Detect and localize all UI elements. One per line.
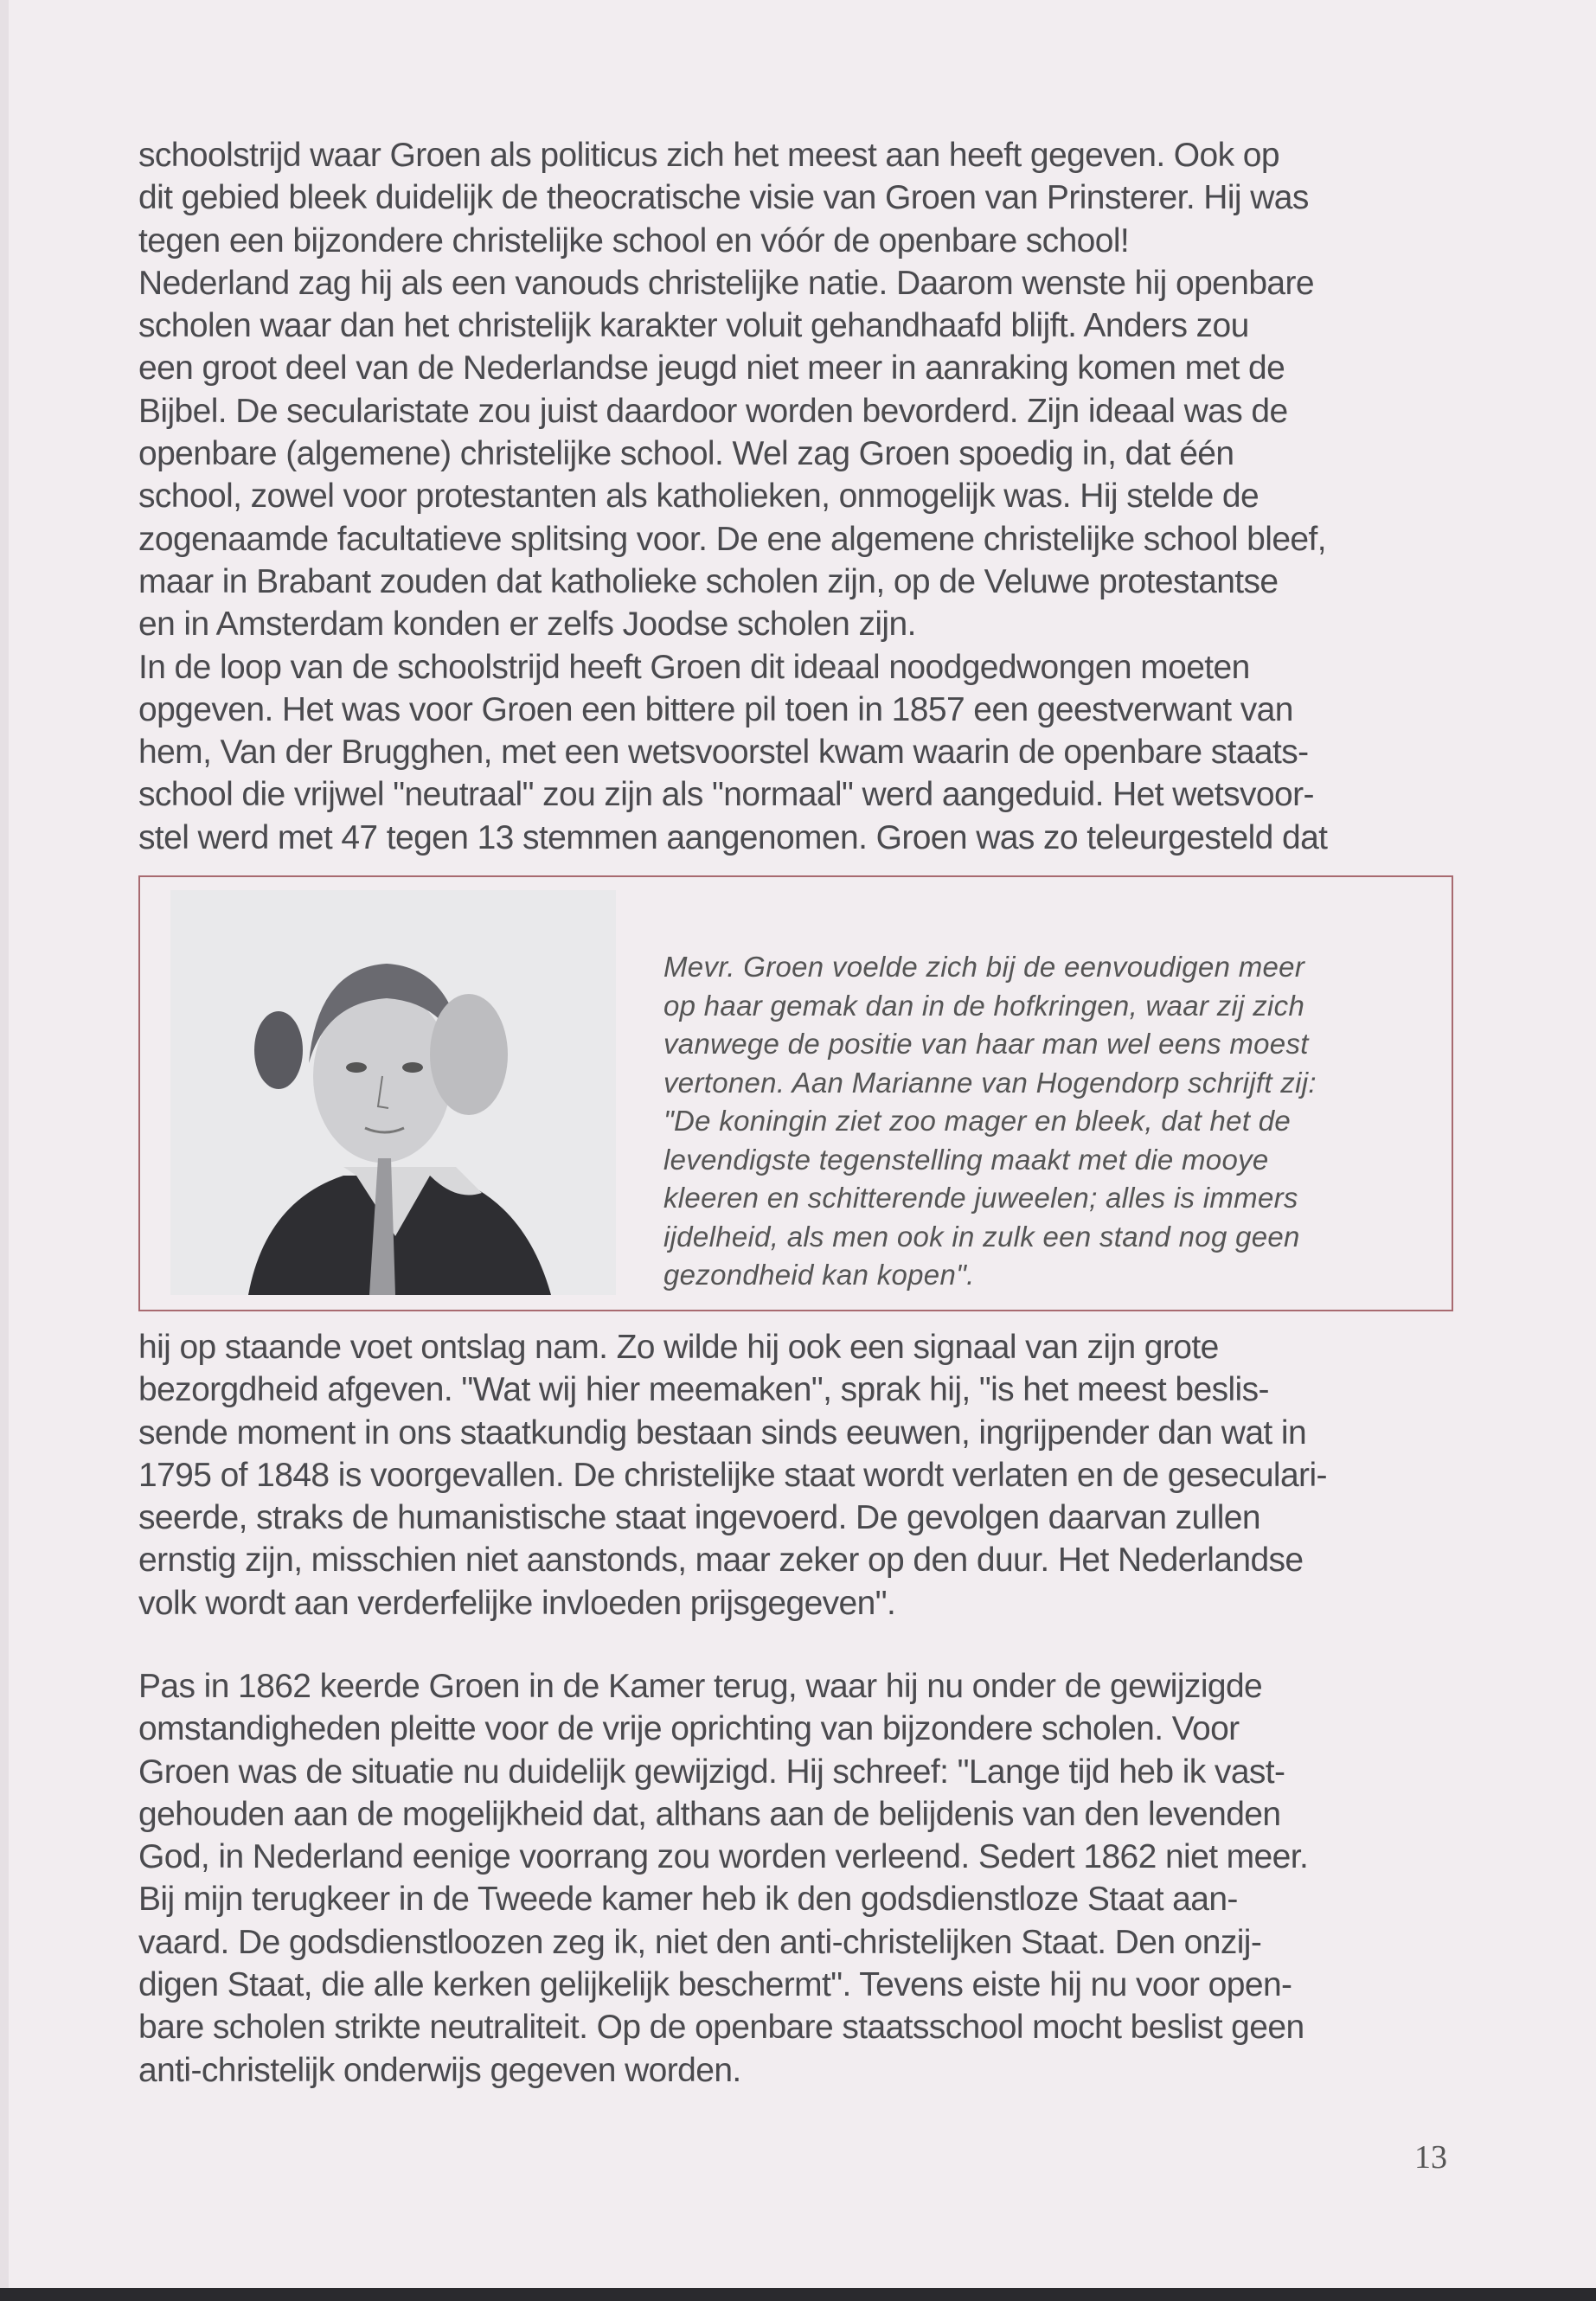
text-line: seerde, straks de humanistische staat ingevoerd. De gevolgen daarvan zullen — [138, 1499, 1260, 1537]
page-number: 13 — [1414, 2139, 1447, 2176]
illustration-box — [138, 875, 1453, 1311]
text-line: school, zowel voor protestanten als katholieken, onmogelijk was. Hij stelde de — [138, 478, 1259, 516]
text-line: opgeven. Het was voor Groen een bittere pil toen in 1857 een geestverwant van — [138, 690, 1293, 728]
text-line: dit gebied bleek duidelijk de theocratische visie van Groen van Prinsterer. Hij was — [138, 179, 1309, 217]
caption-line: "De koningin ziet zoo mager en bleek, dat het de — [663, 1105, 1292, 1137]
caption-line: ijdelheid, als men ook in zulk een stand nog geen — [663, 1220, 1300, 1253]
text-line: sende moment in ons staatkundig bestaan sinds eeuwen, ingrijpender dan wat in — [138, 1413, 1307, 1452]
text-line: schoolstrijd waar Groen als politicus zich het meest aan heeft gegeven. Ook op — [138, 137, 1279, 174]
paragraph-middle — [138, 1326, 1462, 1625]
text-line: zogenaamde facultatieve splitsing voor. De ene algemene christelijke school bleef, — [138, 520, 1326, 558]
text-line: maar in Brabant zouden dat katholieke scholen zijn, op de Veluwe protestantse — [138, 562, 1279, 600]
text-line: tegen een bijzondere christelijke school en vóór de openbare school! — [138, 221, 1130, 260]
portrait-photo — [170, 890, 616, 1295]
text-line: God, in Nederland eenige voorrang zou worden verleend. Sedert 1862 niet meer. — [138, 1838, 1309, 1876]
caption-line: levendigste tegenstelling maakt met die mooye — [663, 1143, 1269, 1176]
text-line: gehouden aan de mogelijkheid dat, althans aan de belijdenis van den levenden — [138, 1795, 1281, 1833]
caption-line: vertonen. Aan Marianne van Hogendorp schrijft zij: — [663, 1066, 1317, 1099]
text-line: en in Amsterdam konden er zelfs Joodse scholen zijn. — [138, 606, 916, 644]
text-line: anti-christelijk onderwijs gegeven worden. — [138, 2051, 741, 2089]
photo-caption — [663, 948, 1442, 1295]
text-line: In de loop van de schoolstrijd heeft Groen dit ideaal noodgedwongen moeten — [138, 648, 1250, 686]
paragraph-bottom — [138, 1665, 1462, 2092]
paragraph-top — [138, 134, 1462, 859]
text-line: school die vrijwel "neutraal" zou zijn als "normaal" werd aangeduid. Het wetsvoor- — [138, 776, 1314, 814]
text-line: Pas in 1862 keerde Groen in de Kamer terug, waar hij nu onder de gewijzigde — [138, 1668, 1263, 1705]
text-line: Bij mijn terugkeer in de Tweede kamer heb ik den godsdienstloze Staat aan- — [138, 1881, 1238, 1919]
text-line: hem, Van der Brugghen, met een wetsvoorstel kwam waarin de openbare staats- — [138, 734, 1309, 772]
text-line: 1795 of 1848 is voorgevallen. De christelijke staat wordt verlaten en de geseculari- — [138, 1456, 1327, 1494]
text-line: ernstig zijn, misschien niet aanstonds, maar zeker op den duur. Het Nederlandse — [138, 1541, 1304, 1580]
portrait-image — [170, 890, 616, 1295]
text-line: Groen was de situatie nu duidelijk gewijzigd. Hij schreef: "Lange tijd heb ik vast- — [138, 1753, 1285, 1791]
text-line: stel werd met 47 tegen 13 stemmen aangenomen. Groen was zo teleurgesteld dat — [138, 818, 1328, 856]
text-line: digen Staat, die alle kerken gelijkelijk beschermt". Tevens eiste hij nu voor open- — [138, 1966, 1292, 2004]
caption-line: Mevr. Groen voelde zich bij de eenvoudigen meer — [663, 951, 1305, 983]
text-line: Bijbel. De secularistate zou juist daardoor worden bevorderd. Zijn ideaal was de — [138, 392, 1288, 430]
scan-bottom-edge — [0, 2288, 1596, 2301]
caption-line: gezondheid kan kopen". — [663, 1259, 975, 1291]
text-line: Nederland zag hij als een vanouds christelijke natie. Daarom wenste hij openbare — [138, 264, 1314, 302]
text-line: openbare (algemene) christelijke school. Wel zag Groen spoedig in, dat één — [138, 435, 1234, 473]
text-line: een groot deel van de Nederlandse jeugd niet meer in aanraking komen met de — [138, 349, 1285, 388]
text-line: vaard. De godsdienstloozen zeg ik, niet den anti-christelijken Staat. Den onzij- — [138, 1923, 1262, 1961]
text-line: volk wordt aan verderfelijke invloeden prijsgegeven". — [138, 1584, 896, 1622]
caption-line: kleeren en schitterende juweelen; alles is immers — [663, 1182, 1298, 1214]
text-line: hij op staande voet ontslag nam. Zo wilde hij ook een signaal van zijn grote — [138, 1329, 1219, 1366]
text-line: scholen waar dan het christelijk karakter voluit gehandhaafd blijft. Anders zou — [138, 307, 1249, 345]
text-line: bare scholen strikte neutraliteit. Op de openbare staatsschool mocht beslist geen — [138, 2009, 1304, 2047]
text-line: omstandigheden pleitte voor de vrije oprichting van bijzondere scholen. Voor — [138, 1710, 1240, 1748]
text-line: bezorgdheid afgeven. "Wat wij hier meemaken", sprak hij, "is het meest beslis- — [138, 1371, 1269, 1409]
page-edge — [0, 0, 9, 2301]
caption-line: op haar gemak dan in de hofkringen, waar zij zich — [663, 989, 1305, 1022]
caption-line: vanwege de positie van haar man wel eens moest — [663, 1028, 1309, 1060]
